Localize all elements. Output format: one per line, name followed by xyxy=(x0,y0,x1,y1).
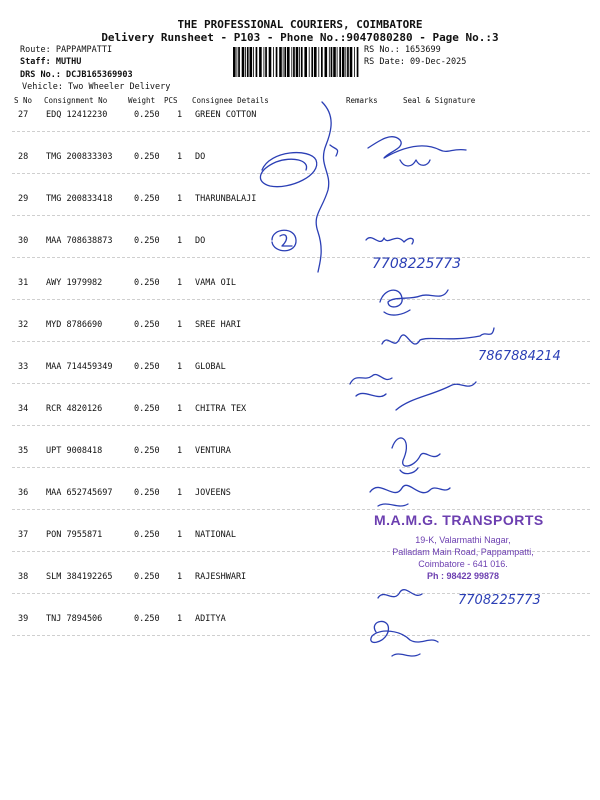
cell-sno: 28 xyxy=(18,152,29,162)
cell-consignment: UPT 9008418 xyxy=(46,446,103,456)
signature-row-36 xyxy=(370,485,450,506)
barcode-bar xyxy=(314,47,317,77)
row-divider xyxy=(12,509,590,510)
cell-consignee: GLOBAL xyxy=(195,362,226,372)
cell-consignment: MYD 8786690 xyxy=(46,320,103,330)
cell-consignment: PON 7955871 xyxy=(46,530,103,540)
barcode-bar xyxy=(350,47,353,77)
barcode-bar xyxy=(237,47,238,77)
cell-consignment: TMG 200833418 xyxy=(46,194,113,204)
cell-pcs: 1 xyxy=(177,320,183,330)
oval-scribble xyxy=(260,153,316,187)
cell-pcs: 1 xyxy=(177,110,183,120)
cell-sno: 36 xyxy=(18,488,29,498)
col-header-consignee: Consignee Details xyxy=(192,96,269,105)
cell-pcs: 1 xyxy=(177,446,183,456)
cell-pcs: 1 xyxy=(177,572,183,582)
cell-sno: 30 xyxy=(18,236,29,246)
row-divider xyxy=(12,131,590,132)
cell-weight: 0.250 xyxy=(134,194,160,204)
barcode-bar xyxy=(250,47,253,77)
barcode-bar xyxy=(329,47,330,77)
col-header-pcs: PCS xyxy=(164,96,178,105)
barcode xyxy=(233,47,359,77)
stamp-address-1: 19-K, Valarmathi Nagar, xyxy=(415,535,511,545)
cell-pcs: 1 xyxy=(177,488,183,498)
row-divider xyxy=(12,425,590,426)
barcode-bar xyxy=(269,47,272,77)
cell-consignment: EDQ 12412230 xyxy=(46,110,108,120)
cell-pcs: 1 xyxy=(177,614,183,624)
cell-consignee: THARUNBALAJI xyxy=(195,194,257,204)
cell-consignment: MAA 714459349 xyxy=(46,362,113,372)
col-header-weight: Weight xyxy=(128,96,156,105)
barcode-bar xyxy=(299,47,300,77)
barcode-bar xyxy=(276,47,278,77)
cell-pcs: 1 xyxy=(177,362,183,372)
signature-row-30 xyxy=(366,238,413,244)
barcode-bar xyxy=(325,47,328,77)
row-divider xyxy=(12,299,590,300)
cell-consignee: NATIONAL xyxy=(195,530,236,540)
barcode-bar xyxy=(309,47,310,77)
barcode-bar xyxy=(337,47,338,77)
cell-consignee: GREEN COTTON xyxy=(195,110,257,120)
signature-row-35 xyxy=(392,438,440,474)
barcode-bar xyxy=(247,47,249,77)
route-label: Route: PAPPAMPATTI xyxy=(20,45,113,55)
cell-weight: 0.250 xyxy=(134,530,160,540)
barcode-bar xyxy=(238,47,240,77)
stamp-name: M.A.M.G. TRANSPORTS xyxy=(374,512,544,528)
cell-weight: 0.250 xyxy=(134,488,160,498)
barcode-bar xyxy=(354,47,355,77)
handwritten-phone-32: 7867884214 xyxy=(478,349,561,364)
handwritten-phone-30: 7708225773 xyxy=(372,256,462,272)
row-divider xyxy=(12,215,590,216)
cell-consignee: VENTURA xyxy=(195,446,231,456)
cell-pcs: 1 xyxy=(177,404,183,414)
row-divider xyxy=(12,173,590,174)
handwritten-phone-38: 7708225773 xyxy=(458,593,541,608)
cell-weight: 0.250 xyxy=(134,110,160,120)
circle-mark xyxy=(272,230,296,251)
cell-sno: 37 xyxy=(18,530,29,540)
barcode-bar xyxy=(347,47,349,77)
cell-sno: 29 xyxy=(18,194,29,204)
barcode-bar xyxy=(331,47,333,77)
signature-row-31 xyxy=(380,290,448,315)
barcode-bar xyxy=(265,47,267,77)
signature-row-33 xyxy=(350,374,476,410)
cell-sno: 34 xyxy=(18,404,29,414)
col-header-remarks: Remarks xyxy=(346,96,378,105)
signature-row-28 xyxy=(368,137,466,166)
barcode-bar xyxy=(301,47,303,77)
company-stamp xyxy=(362,512,572,590)
cell-pcs: 1 xyxy=(177,152,183,162)
cell-weight: 0.250 xyxy=(134,572,160,582)
cell-consignment: MAA 708638873 xyxy=(46,236,113,246)
barcode-bar xyxy=(264,47,265,77)
barcode-bar xyxy=(311,47,313,77)
cell-consignment: TMG 200833303 xyxy=(46,152,113,162)
row-divider xyxy=(12,593,590,594)
cell-consignee: SREE HARI xyxy=(195,320,242,330)
barcode-bar xyxy=(318,47,319,77)
row-divider xyxy=(12,635,590,636)
cell-consignee: RAJESHWARI xyxy=(195,572,247,582)
barcode-bar xyxy=(284,47,286,77)
barcode-bar xyxy=(342,47,345,77)
cell-weight: 0.250 xyxy=(134,152,160,162)
signature-row-39 xyxy=(371,621,438,656)
row-divider xyxy=(12,467,590,468)
col-header-sno: S No xyxy=(14,96,33,105)
barcode-bar xyxy=(321,47,323,77)
cell-weight: 0.250 xyxy=(134,446,160,456)
barcode-bar xyxy=(293,47,295,77)
barcode-bar xyxy=(253,47,254,77)
barcode-bar xyxy=(233,47,236,77)
cell-sno: 32 xyxy=(18,320,29,330)
cell-sno: 35 xyxy=(18,446,29,456)
cell-consignment: TNJ 7894506 xyxy=(46,614,103,624)
barcode-bar xyxy=(273,47,274,77)
barcode-bar xyxy=(304,47,307,77)
cell-pcs: 1 xyxy=(177,278,183,288)
cell-consignment: AWY 1979982 xyxy=(46,278,103,288)
barcode-bar xyxy=(242,47,245,77)
cell-sno: 33 xyxy=(18,362,29,372)
barcode-bar xyxy=(291,47,292,77)
cell-sno: 27 xyxy=(18,110,29,120)
col-header-consignment: Consignment No xyxy=(44,96,108,105)
barcode-bar xyxy=(339,47,341,77)
cell-consignee: ADITYA xyxy=(195,614,226,624)
cell-weight: 0.250 xyxy=(134,614,160,624)
cell-consignment: MAA 652745697 xyxy=(46,488,113,498)
cell-sno: 31 xyxy=(18,278,29,288)
drs-number: DRS No.: DCJB165369903 xyxy=(20,70,133,80)
barcode-bar xyxy=(333,47,336,77)
barcode-bar xyxy=(245,47,246,77)
cell-weight: 0.250 xyxy=(134,362,160,372)
barcode-bar xyxy=(296,47,299,77)
squiggle-mark xyxy=(316,102,337,272)
stamp-phone: Ph : 98422 99878 xyxy=(426,571,500,581)
cell-consignee: DO xyxy=(195,152,206,162)
barcode-bar xyxy=(345,47,346,77)
cell-weight: 0.250 xyxy=(134,320,160,330)
vehicle-label: Vehicle: Two Wheeler Delivery xyxy=(22,82,171,92)
cell-consignee: DO xyxy=(195,236,206,246)
cell-weight: 0.250 xyxy=(134,404,160,414)
cell-pcs: 1 xyxy=(177,194,183,204)
cell-pcs: 1 xyxy=(177,236,183,246)
cell-pcs: 1 xyxy=(177,530,183,540)
staff-label: Staff: MUTHU xyxy=(20,57,82,67)
company-title: THE PROFESSIONAL COURIERS, COIMBATORE xyxy=(177,18,423,31)
col-header-seal: Seal & Signature xyxy=(403,96,476,105)
barcode-bar xyxy=(357,47,359,77)
row-divider xyxy=(12,383,590,384)
stamp-address-3: Coimbatore - 641 016. xyxy=(418,559,508,569)
cell-sno: 38 xyxy=(18,572,29,582)
stamp-address-2: Palladam Main Road, Pappampatti, xyxy=(392,547,534,557)
barcode-bar xyxy=(283,47,284,77)
row-divider xyxy=(12,257,590,258)
runsheet-subtitle: Delivery Runsheet - P103 - Phone No.:9047080280 - Page No.:3 xyxy=(101,31,499,44)
cell-consignment: RCR 4820126 xyxy=(46,404,103,414)
cell-weight: 0.250 xyxy=(134,278,160,288)
barcode-bar xyxy=(287,47,290,77)
rs-number: RS No.: 1653699 xyxy=(364,45,441,55)
cell-consignee: VAMA OIL xyxy=(195,278,236,288)
cell-sno: 39 xyxy=(18,614,29,624)
cell-weight: 0.250 xyxy=(134,236,160,246)
cell-consignee: JOVEENS xyxy=(195,488,231,498)
barcode-bar xyxy=(256,47,258,77)
rs-date: RS Date: 09-Dec-2025 xyxy=(364,57,467,67)
row-divider xyxy=(12,341,590,342)
cell-consignee: CHITRA TEX xyxy=(195,404,247,414)
barcode-bar xyxy=(279,47,282,77)
cell-consignment: SLM 384192265 xyxy=(46,572,113,582)
barcode-bar xyxy=(259,47,262,77)
